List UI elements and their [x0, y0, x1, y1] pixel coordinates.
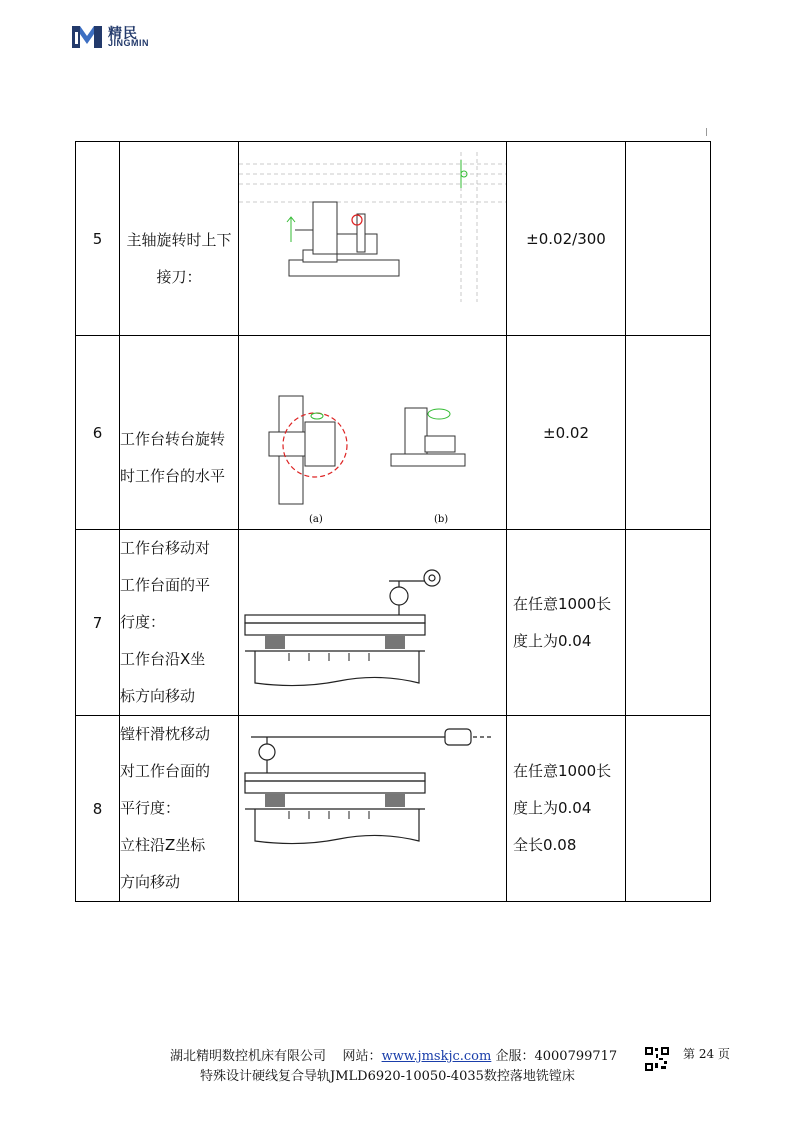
spindle-rotation-diagram [239, 142, 506, 335]
item-line: 工作台沿X坐 [120, 650, 206, 668]
item-line: 工作台转台旋转 [120, 429, 226, 448]
table-row [76, 336, 711, 530]
tolerance-cell [507, 142, 626, 336]
item-line: 对工作台面的 [120, 762, 211, 780]
table-parallelism-diagram [239, 531, 506, 715]
tolerance-value: 度上为0.04 [513, 631, 592, 650]
item-line: 工作台面的平 [120, 576, 211, 594]
footer-company: 湖北精明数控机床有限公司 [170, 1049, 327, 1064]
footer-service-phone: 4000799717 [534, 1049, 618, 1064]
company-logo [70, 22, 200, 52]
row-number: 8 [76, 716, 120, 902]
item-line: 行度： [120, 613, 166, 631]
footer-document-title: 特殊设计硬线复合导轨JMLD6920-10050-4035数控落地铣镗床 [200, 1069, 575, 1084]
item-line: 平行度： [120, 799, 181, 817]
figure-cell [239, 716, 507, 902]
figure-label-b: (b) [434, 514, 449, 525]
row-number: 7 [76, 530, 120, 716]
item-line: 方向移动 [120, 873, 181, 891]
table-row [76, 530, 711, 716]
qr-code-icon [644, 1046, 670, 1072]
figure-cell [239, 336, 507, 530]
remarks-cell [626, 530, 711, 716]
item-line: 时工作台的水平 [120, 466, 226, 485]
item-description [120, 530, 239, 716]
page-number: 第 24 页 [683, 1047, 730, 1061]
page-edge-mark [706, 128, 707, 136]
item-line: 立柱沿Z坐标 [120, 836, 206, 854]
footer-website-link[interactable]: www.jmskjc.com [381, 1049, 492, 1064]
figure-cell [239, 530, 507, 716]
remarks-cell [626, 336, 711, 530]
tolerance-value: 在任意1000长 [513, 762, 612, 780]
item-line: 镗杆滑枕移动 [120, 725, 211, 743]
tolerance-value: 度上为0.04 [513, 799, 592, 817]
remarks-cell [626, 716, 711, 902]
figure-cell [239, 142, 507, 336]
tolerance-value: 在任意1000长 [513, 594, 612, 613]
logo-english-text: JINGMIN [108, 38, 150, 48]
ram-parallelism-diagram [239, 717, 506, 901]
tolerance-cell [507, 716, 626, 902]
tolerance-value: 全长0.08 [513, 836, 577, 854]
tolerance-cell [507, 530, 626, 716]
item-line: 接刀： [156, 267, 202, 286]
logo-chinese-text: 精民 [108, 26, 138, 42]
inspection-table [75, 141, 711, 902]
item-line: 标方向移动 [120, 687, 196, 705]
figure-label-a: (a) [309, 514, 323, 525]
table-row [76, 142, 711, 336]
table-rotation-diagram [239, 336, 506, 529]
row-number: 5 [76, 142, 120, 336]
footer-site-label: 网站： [342, 1049, 382, 1064]
item-description [120, 336, 239, 530]
item-line: 工作台移动对 [120, 539, 211, 557]
tolerance-value: ±0.02/300 [526, 229, 606, 248]
remarks-cell [626, 142, 711, 336]
tolerance-value: ±0.02 [543, 423, 589, 442]
table-row [76, 716, 711, 902]
footer-contact-line [170, 1045, 617, 1064]
tolerance-cell [507, 336, 626, 530]
row-number: 6 [76, 336, 120, 530]
item-line: 主轴旋转时上下 [126, 230, 232, 249]
jingmin-logo-icon [70, 22, 104, 50]
footer-service-label: 企服： [495, 1049, 535, 1064]
item-description [120, 716, 239, 902]
item-description [120, 142, 239, 336]
